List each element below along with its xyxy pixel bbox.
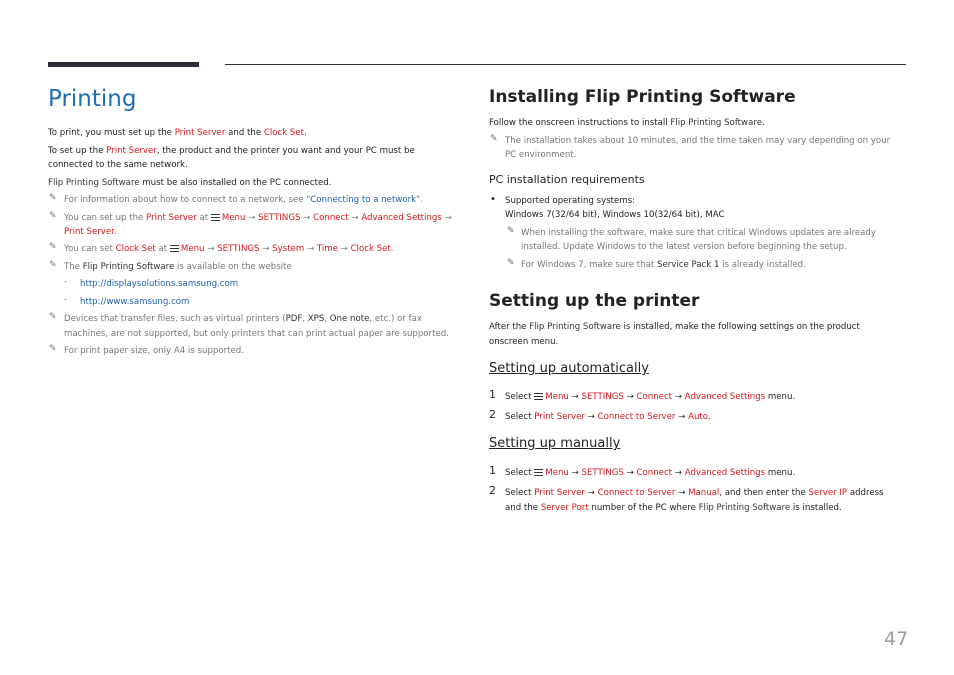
heading-setting-up-printer: Setting up the printer — [489, 291, 700, 311]
step-number: 2 — [489, 408, 496, 421]
note-windows-updates-line1: When installing the software, make sure that critical Windows updates are already — [521, 228, 876, 238]
intro-paragraph: To print, you must set up the Print Server and the Clock Set. — [48, 128, 307, 138]
step-number: 1 — [489, 464, 496, 477]
link-samsung[interactable]: http://www.samsung.com — [80, 297, 190, 307]
menu-icon — [534, 393, 543, 400]
note-service-pack: For Windows 7, make sure that Service Pack 1 is already installed. — [521, 260, 806, 270]
manual-step-2-line1: Select Print Server → Connect to Server → Manual, and then enter the Server IP address — [505, 488, 884, 498]
auto-step-1: Select Menu → SETTINGS → Connect → Advanced Settings menu. — [505, 392, 796, 402]
pencil-icon: ✎ — [490, 134, 498, 144]
menu-icon — [534, 469, 543, 476]
note-install-time-line1: The installation takes about 10 minutes, and the time taken may vary depending on your — [505, 136, 891, 146]
link-connecting-to-network[interactable]: Connecting to a network — [310, 195, 417, 205]
req-os-label: Supported operating systems: — [505, 196, 636, 206]
heading-pc-requirements: PC installation requirements — [489, 173, 645, 186]
pencil-icon: ✎ — [49, 344, 57, 354]
note-print-server-line2: Print Server. — [64, 227, 117, 237]
page-title: Printing — [48, 86, 137, 112]
pencil-icon: ✎ — [49, 312, 57, 322]
manual-step-1: Select Menu → SETTINGS → Connect → Advanced Settings menu. — [505, 468, 796, 478]
software-paragraph: Flip Printing Software must be also installed on the PC connected. — [48, 178, 332, 188]
note-network: For information about how to connect to a network, see "Connecting to a network". — [64, 195, 423, 205]
header-rule — [225, 64, 906, 65]
auto-step-2: Select Print Server → Connect to Server → Auto. — [505, 412, 711, 422]
heading-setting-up-automatically: Setting up automatically — [489, 361, 649, 376]
pencil-icon: ✎ — [49, 242, 57, 252]
note-install-time-line2: PC environment. — [505, 150, 577, 160]
pencil-icon: ✎ — [49, 193, 57, 203]
setup-paragraph-line2: connected to the same network. — [48, 160, 188, 170]
manual-step-2-line2: and the Server Port number of the PC where Flip Printing Software is installed. — [505, 503, 842, 513]
note-print-server-line1: You can set up the Print Server at Menu → SETTINGS → Connect → Advanced Settings → — [64, 213, 452, 223]
note-paper-size: For print paper size, only A4 is supported. — [64, 346, 244, 356]
note-website: The Flip Printing Software is available on the website — [64, 262, 292, 272]
setup-intro-line2: onscreen menu. — [489, 337, 559, 347]
pencil-icon: ✎ — [49, 211, 57, 221]
heading-setting-up-manually: Setting up manually — [489, 436, 621, 451]
install-instruction: Follow the onscreen instructions to install Flip Printing Software. — [489, 118, 765, 128]
bullet: • — [490, 194, 496, 205]
pencil-icon: ✎ — [49, 260, 57, 270]
note-devices-line2: machines, are not supported, but only printers that can print actual paper are supported. — [64, 329, 449, 339]
dash-bullet: - — [64, 277, 68, 287]
dash-bullet: - — [64, 295, 68, 305]
note-windows-updates-line2: installed. Update Windows to the latest version before beginning the setup. — [521, 242, 847, 252]
pencil-icon: ✎ — [507, 226, 515, 236]
link-displaysolutions[interactable]: http://displaysolutions.samsung.com — [80, 279, 239, 289]
pencil-icon: ✎ — [507, 258, 515, 268]
note-clock-set: You can set Clock Set at Menu → SETTINGS → System → Time → Clock Set. — [64, 244, 394, 254]
note-devices-line1: Devices that transfer files, such as virtual printers (PDF, XPS, One note, etc.) or fax — [64, 314, 422, 324]
setup-paragraph-line1: To set up the Print Server, the product and the printer you want and your PC must be — [48, 146, 415, 156]
heading-installing: Installing Flip Printing Software — [489, 87, 796, 107]
setup-intro-line1: After the Flip Printing Software is installed, make the following settings on the product — [489, 322, 860, 332]
step-number: 1 — [489, 388, 496, 401]
menu-icon — [170, 245, 179, 252]
req-os-list: Windows 7(32/64 bit), Windows 10(32/64 bit), MAC — [505, 210, 725, 220]
menu-icon — [211, 214, 220, 221]
step-number: 2 — [489, 484, 496, 497]
header-bar — [48, 62, 199, 67]
page-number: 47 — [884, 628, 909, 650]
